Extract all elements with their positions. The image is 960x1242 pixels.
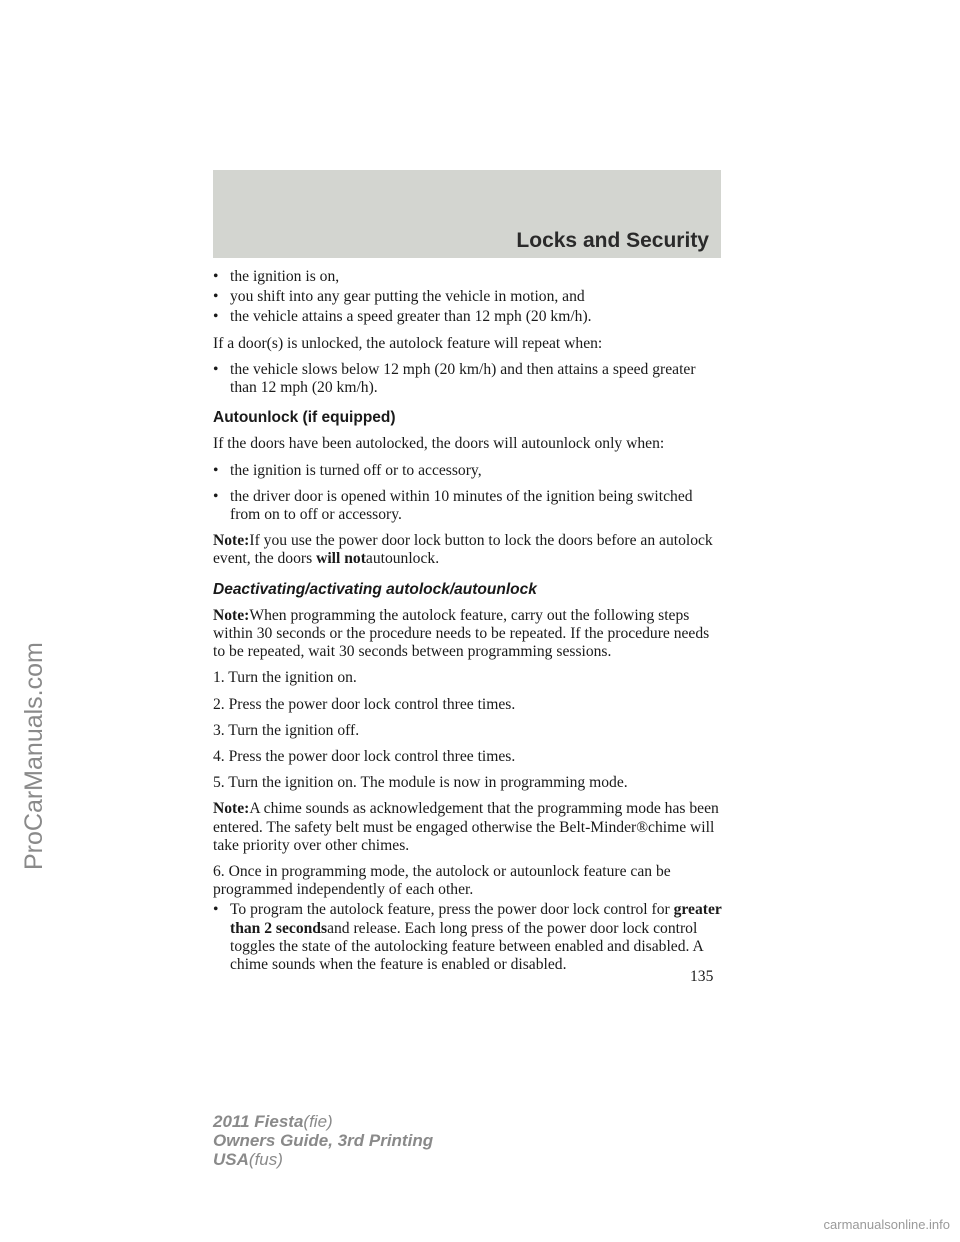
bullet-icon: •: [213, 461, 219, 479]
bullet-item: • you shift into any gear putting the vehicle in motion, and: [213, 288, 585, 306]
bullet-item: • the driver door is opened within 10 minutes of the ignition being switched from on to off or accessory.: [213, 487, 693, 524]
bullet-item: • the vehicle attains a speed greater than 12 mph (20 km/h).: [213, 308, 592, 326]
footer-line: Owners Guide, 3rd Printing: [213, 1131, 434, 1150]
step-item: 2. Press the power door lock control three times.: [213, 695, 516, 713]
bullet-icon: •: [213, 487, 219, 505]
bullet-icon: •: [213, 360, 219, 378]
bullet-item: • the ignition is on,: [213, 268, 340, 285]
page-content: [213, 268, 723, 982]
step-item: 3. Turn the ignition off.: [213, 721, 360, 739]
bullet-icon: •: [213, 308, 219, 326]
note-programming: Note:When programming the autolock feature, carry out the following steps within 30 seconds or the procedure needs to be repeated. If the procedure needs to be repeated, wait 30 seconds between programming sessions.: [213, 606, 710, 661]
bullet-item: • the ignition is turned off or to accessory,: [213, 461, 482, 479]
bullet-item: • To program the autolock feature, press the power door lock control for greater than 2 secondsand release. Each long press of the power door lock control toggles the state of the autolocking feature between enabled and disabled. A chime sounds when the feature is enabled or disabled.: [213, 901, 722, 974]
page-number: 135: [690, 968, 714, 985]
bullet-item: • the vehicle slows below 12 mph (20 km/h) and then attains a speed greater than 12 mph (20 km/h).: [213, 360, 696, 397]
bullet-icon: •: [213, 901, 219, 919]
side-watermark: ProCarManuals.com: [20, 642, 48, 870]
paragraph-repeat: If a door(s) is unlocked, the autolock feature will repeat when:: [213, 334, 603, 352]
site-watermark: carmanualsonline.info: [823, 1217, 950, 1232]
step-item: 5. Turn the ignition on. The module is now in programming mode.: [213, 774, 628, 792]
footer-line: 2011 Fiesta(fie): [213, 1112, 333, 1131]
step-item: 6. Once in programming mode, the autolock or autounlock feature can be programmed independently of each other.: [213, 863, 671, 899]
step-item: 4. Press the power door lock control three times.: [213, 748, 516, 766]
heading-autounlock: Autounlock (if equipped): [213, 409, 396, 427]
step-item: 1. Turn the ignition on.: [213, 669, 357, 687]
heading-deactivating: Deactivating/activating autolock/autounlock: [213, 580, 537, 598]
footer-line: USA(fus): [213, 1150, 283, 1169]
bullet-icon: •: [213, 268, 219, 285]
note-chime: Note:A chime sounds as acknowledgement that the programming mode has been entered. The safety belt must be engaged otherwise the Belt-Minder®chime will take priority over other chimes.: [213, 800, 719, 854]
section-header-band: [213, 170, 721, 258]
paragraph-autounlock: If the doors have been autolocked, the doors will autounlock only when:: [213, 435, 665, 453]
footer-imprint: [213, 1112, 433, 1169]
section-title: Locks and Security: [516, 229, 709, 252]
bullet-icon: •: [213, 288, 219, 306]
note-power-lock: Note:If you use the power door lock button to lock the doors before an autolock event, the doors will notautounlock.: [213, 532, 713, 568]
